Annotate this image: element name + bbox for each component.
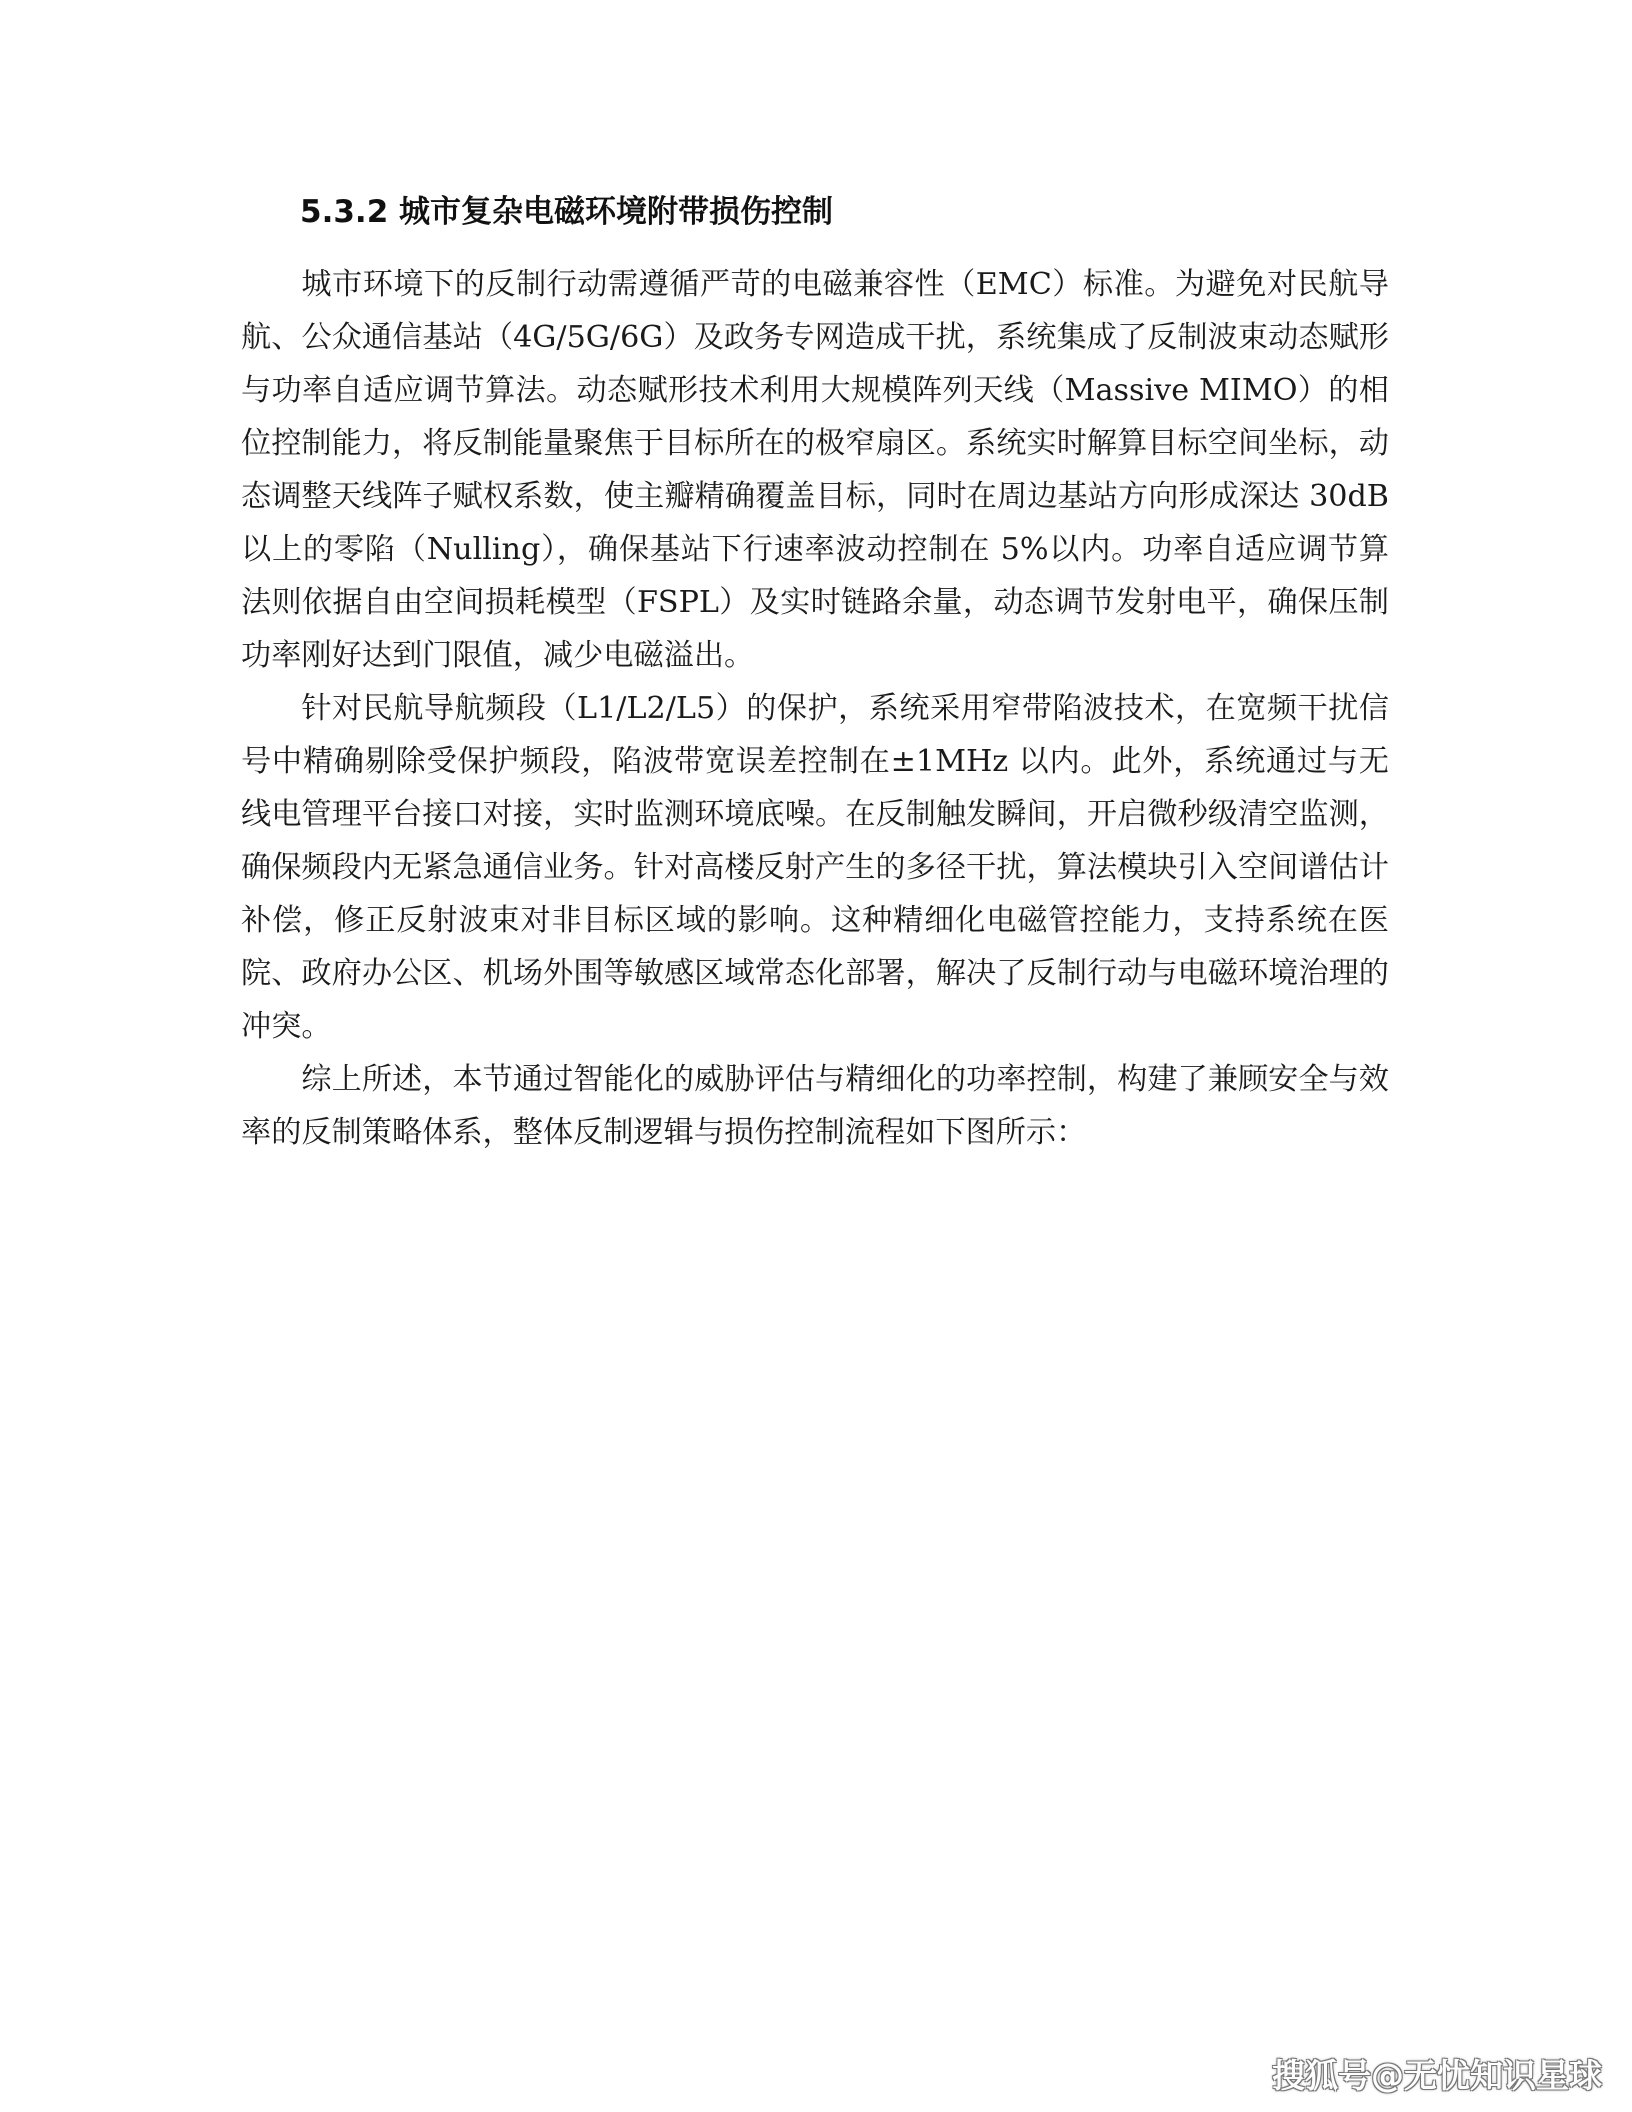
paragraph-aviation-protection: 针对民航导航频段（L1/L2/L5）的保护，系统采用窄带陷波技术，在宽频干扰信号中精确剔除受保护频段，陷波带宽误差控制在±1MHz 以内。此外，系统通过与无线电管理平台接口对接，实时监测环境底噪。在反制触发瞬间，开启微秒级清空监测，确保频段内无紧急通信业务。针对高楼反射产生的多径干扰，算法模块引入空间谱估计补偿，修正反射波束对非目标区域的影响。这种精细化电磁管控能力，支持系统在医院、政府办公区、机场外围等敏感区域常态化部署，解决了反制行动与电磁环境治理的冲突。	[241, 691, 1389, 1044]
body-text	[241, 258, 1389, 1159]
paragraph-emc-beamforming: 城市环境下的反制行动需遵循严苛的电磁兼容性（EMC）标准。为避免对民航导航、公众通信基站（4G/5G/6G）及政务专网造成干扰，系统集成了反制波束动态赋形与功率自适应调节算法。动态赋形技术利用大规模阵列天线（Massive MIMO）的相位控制能力，将反制能量聚焦于目标所在的极窄扇区。系统实时解算目标空间坐标，动态调整天线阵子赋权系数，使主瓣精确覆盖目标，同时在周边基站方向形成深达 30dB 以上的零陷（Nulling），确保基站下行速率波动控制在 5%以内。功率自适应调节算法则依据自由空间损耗模型（FSPL）及实时链路余量，动态调节发射电平，确保压制功率刚好达到门限值，减少电磁溢出。	[241, 267, 1389, 673]
paragraph-summary: 综上所述，本节通过智能化的威胁评估与精细化的功率控制，构建了兼顾安全与效率的反制策略体系，整体反制逻辑与损伤控制流程如下图所示：	[241, 1062, 1389, 1150]
section-heading: 5.3.2 城市复杂电磁环境附带损伤控制	[300, 194, 834, 230]
watermark: 搜狐号@无忧知识星球	[1272, 2056, 1602, 2095]
